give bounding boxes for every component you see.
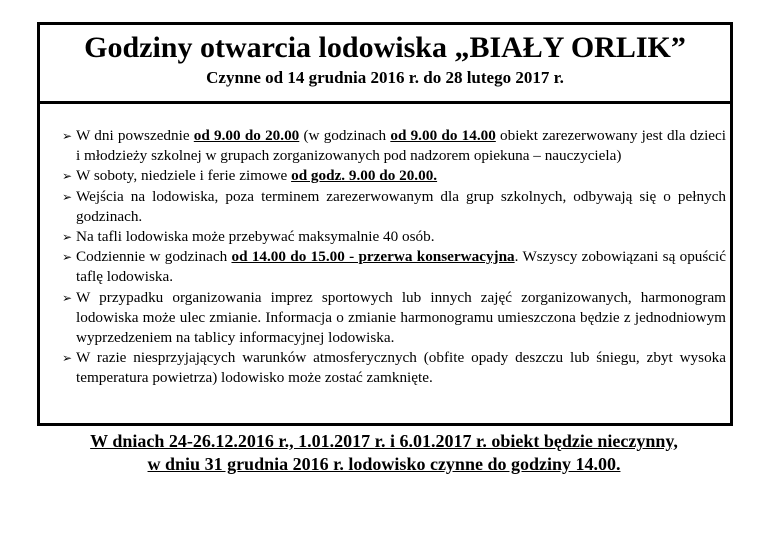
notice-frame <box>37 22 733 426</box>
season-dates: Czynne od 14 grudnia 2016 r. do 28 lutego 2017 r. <box>206 68 564 87</box>
arrowhead-bullet-icon: ➢ <box>62 189 73 204</box>
rule-text: W razie niesprzyjających warunków atmosferycznych (obfite opady deszczu lub śniegu, zbyt wysoka temperatura powietrza) lodowisko może zostać zamknięte. <box>76 349 726 387</box>
rule-item <box>62 348 726 388</box>
rule-text: Wejścia na lodowiska, poza terminem zarezerwowanym dla grup szkolnych, odbywają się o pełnych godzinach. <box>76 187 726 225</box>
rule-text: Codziennie w godzinach <box>76 248 232 266</box>
arrowhead-bullet-icon: ➢ <box>62 351 73 366</box>
rule-highlight: od 9.00 do 20.00 <box>193 127 300 144</box>
rule-highlight: od 9.00 do 14.00 <box>390 127 496 144</box>
rule-text: . Wszyscy zobowiązani są opuścić taflę lodowiska. <box>76 248 727 286</box>
rule-text: (w godzinach <box>299 127 391 144</box>
rule-highlight: od 14.00 do 15.00 - przerwa konserwacyjna <box>231 248 515 266</box>
rule-item <box>62 247 726 287</box>
rule-text: W dni powszednie <box>76 127 194 144</box>
arrowhead-bullet-icon: ➢ <box>62 169 73 184</box>
rule-item <box>62 166 726 186</box>
arrowhead-bullet-icon: ➢ <box>62 290 73 305</box>
rule-text: obiekt zarezerwowany jest dla dzieci i młodzieży szkolnej w grupach zorganizowanych pod nadzorem opiekuna – nauczyciela) <box>76 127 726 165</box>
rule-text: W soboty, niedziele i ferie zimowe <box>76 167 292 185</box>
arrowhead-bullet-icon: ➢ <box>62 230 73 245</box>
rule-item <box>62 126 726 166</box>
closure-notice-line-2: w dniu 31 grudnia 2016 r. lodowisko czynne do godziny 14.00. <box>147 454 621 474</box>
rule-item <box>62 288 726 349</box>
closure-notice-line-1: W dniach 24-26.12.2016 r., 1.01.2017 r. i 6.01.2017 r. obiekt będzie nieczynny, <box>90 431 678 451</box>
arrowhead-bullet-icon: ➢ <box>62 250 73 265</box>
notice-header <box>40 25 730 104</box>
rules-list <box>40 104 730 389</box>
rule-item <box>62 187 726 227</box>
page-title: Godziny otwarcia lodowiska „BIAŁY ORLIK” <box>84 31 686 64</box>
rule-text: Na tafli lodowiska może przebywać maksymalnie 40 osób. <box>76 228 435 246</box>
arrowhead-bullet-icon: ➢ <box>62 129 73 143</box>
rule-text: W przypadku organizowania imprez sportowych lub innych zajęć zorganizowanych, harmonogram lodowiska może ulec zmianie. Informacja o zmianie harmonogramu umieszczona będzie z jednodniowym wyprzedzeniem na tablicy informacyjnej lodowiska. <box>76 288 726 347</box>
rule-highlight: od godz. 9.00 do 20.00. <box>291 167 438 185</box>
rule-item <box>62 227 726 247</box>
